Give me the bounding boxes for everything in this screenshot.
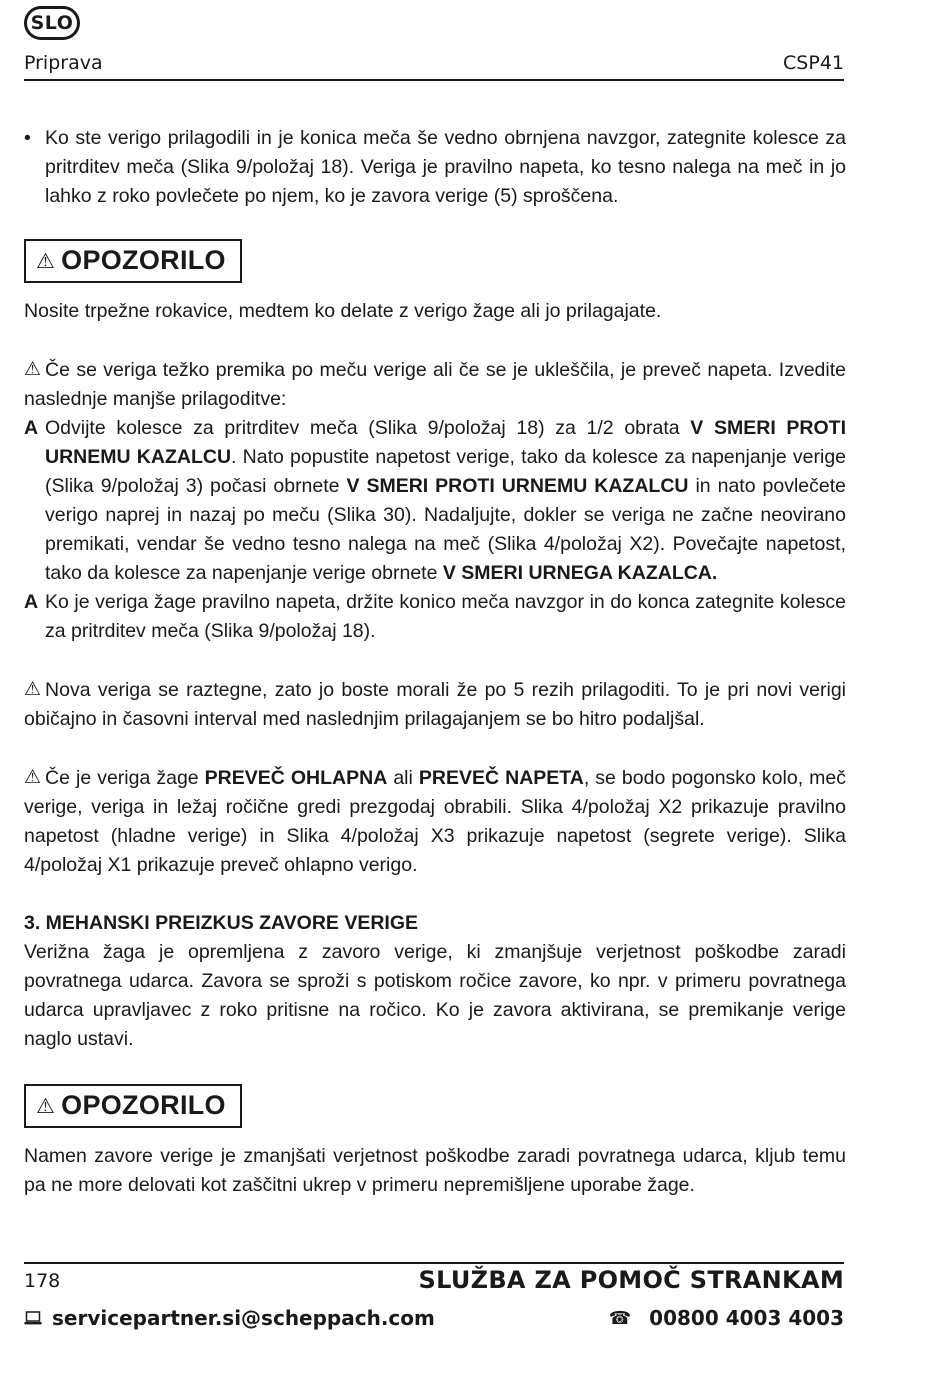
warning-box: [24, 239, 242, 283]
page-number: 178: [24, 1270, 61, 1292]
tension-text: Če je veriga žage: [45, 767, 205, 789]
tight-chain-text: Če se veriga težko premika po meču verige ali če se je ukleščila, je preveč napeta. Izvedite naslednje manjše prilagoditve:: [24, 359, 846, 410]
phone-contact: [609, 1306, 844, 1330]
tension-text: , se bodo pogonsko kolo, meč verige, veriga in ležaj ročične gredi prezgodaj obrabili. Slika 4/položaj X2 prikazuje pravilno napetost (hladne verige) in Slika 4/položaj X3 prikazuje napetost (segrete verige). Slika 4/položaj X1 prikazuje preveč ohlapno verigo.: [24, 767, 846, 876]
step-text: Odvijte kolesce za pritrditev meča (Slika 9/položaj 18) za 1/2 obrata: [45, 417, 691, 439]
warning-triangle-icon: ⚠: [36, 250, 56, 273]
service-title: SLUŽBA ZA POMOČ STRANKAM: [418, 1266, 844, 1294]
step-emphasis: V SMERI PROTI URNEMU KAZALCU: [45, 417, 846, 468]
model-name: CSP41: [783, 52, 844, 74]
step-text: . Nato popustite napetost verige, tako da kolesce za napenjanje verige (Slika 9/položaj 3) počasi obrnete: [45, 446, 847, 497]
email-link[interactable]: servicepartner.si@scheppach.com: [52, 1306, 435, 1330]
tension-text: ali: [387, 767, 419, 789]
section-heading: 3. MEHANSKI PREIZKUS ZAVORE VERIGE: [24, 912, 419, 934]
warning-label: OPOZORILO: [61, 245, 226, 275]
footer-divider: [24, 1262, 844, 1264]
email-contact: [24, 1306, 435, 1330]
warning-triangle-icon: ⚠: [36, 1095, 56, 1118]
brake-paragraph: Verižna žaga je opremljena z zavoro verige, ki zmanjšuje verjetnost poškodbe zaradi povratnega udarca. Zavora se sproži s potiskom ročice zavore, ko npr. v primeru povratnega udarca upravljavec z roko pritisne na ročico. Ko je zavora aktivirana, se premikanje verige naglo ustavi.: [24, 941, 846, 1050]
warning-triangle-icon: ⚠: [24, 359, 42, 380]
purpose-paragraph: Namen zavore verige je zmanjšati verjetnost poškodbe zaradi povratnega udarca, kljub temu pa ne more delovati kot zaščitni ukrep v primeru nepremišljene uporabe žage.: [24, 1145, 846, 1196]
step-text: Ko je veriga žage pravilno napeta, držite konico meča navzgor in do konca zategnite kolesce za pritrditev meča (Slika 9/položaj 18).: [45, 591, 846, 642]
laptop-icon: [24, 1306, 42, 1330]
tight-chain-paragraph: [24, 355, 846, 414]
warning-triangle-icon: ⚠: [24, 767, 42, 788]
language-badge: SLO: [24, 6, 80, 40]
header-divider: [24, 79, 844, 81]
section-title: Priprava: [24, 52, 103, 74]
bullet-text: Ko ste verigo prilagodili in je konica meča še vedno obrnjena navzgor, zategnite kolesce za pritrditev meča (Slika 9/položaj 18). Veriga je pravilno napeta, ko tesno nalega na meč in jo lahko z roko povlečete po njem, ko je zavora verige (5) sproščena.: [45, 127, 846, 207]
step-emphasis: V SMERI URNEGA KAZALCA.: [442, 562, 718, 584]
new-chain-paragraph: [24, 675, 846, 734]
warning-box: [24, 1084, 242, 1128]
bullet-item: [24, 124, 846, 211]
tension-emphasis: PREVEČ NAPETA: [418, 767, 584, 789]
warning-triangle-icon: ⚠: [24, 679, 42, 700]
warning-label: OPOZORILO: [61, 1090, 226, 1120]
step-letter: A: [24, 417, 39, 439]
step-emphasis: V SMERI PROTI URNEMU KAZALCU: [346, 475, 689, 497]
new-chain-text: Nova veriga se raztegne, zato jo boste morali že po 5 rezih prilagoditi. To je pri novi verigi običajno in časovni interval med naslednjim prilagajanjem se bo hitro podaljšal.: [24, 679, 846, 730]
step-letter: A: [24, 591, 39, 613]
tension-emphasis: PREVEČ OHLAPNA: [204, 767, 388, 789]
gloves-paragraph: Nosite trpežne rokavice, medtem ko delate z verigo žage ali jo prilagajate.: [24, 300, 662, 322]
bullet-marker: •: [24, 127, 31, 149]
phone-icon: ☎: [608, 1307, 632, 1329]
adjustment-step: [24, 588, 846, 646]
page-content: [24, 124, 846, 1200]
phone-number[interactable]: 00800 4003 4003: [649, 1306, 844, 1330]
tension-paragraph: [24, 763, 846, 880]
step-text: in nato povlečete verigo naprej in nazaj po meču (Slika 30). Nadaljujte, dokler se veriga ne začne neovirano premikati, vendar še vedno tesno nalega na meč (Slika 4/položaj X2). Povečajte napetost, tako da kolesce za napenjanje verige obrnete: [45, 475, 846, 584]
adjustment-step: [24, 414, 846, 588]
